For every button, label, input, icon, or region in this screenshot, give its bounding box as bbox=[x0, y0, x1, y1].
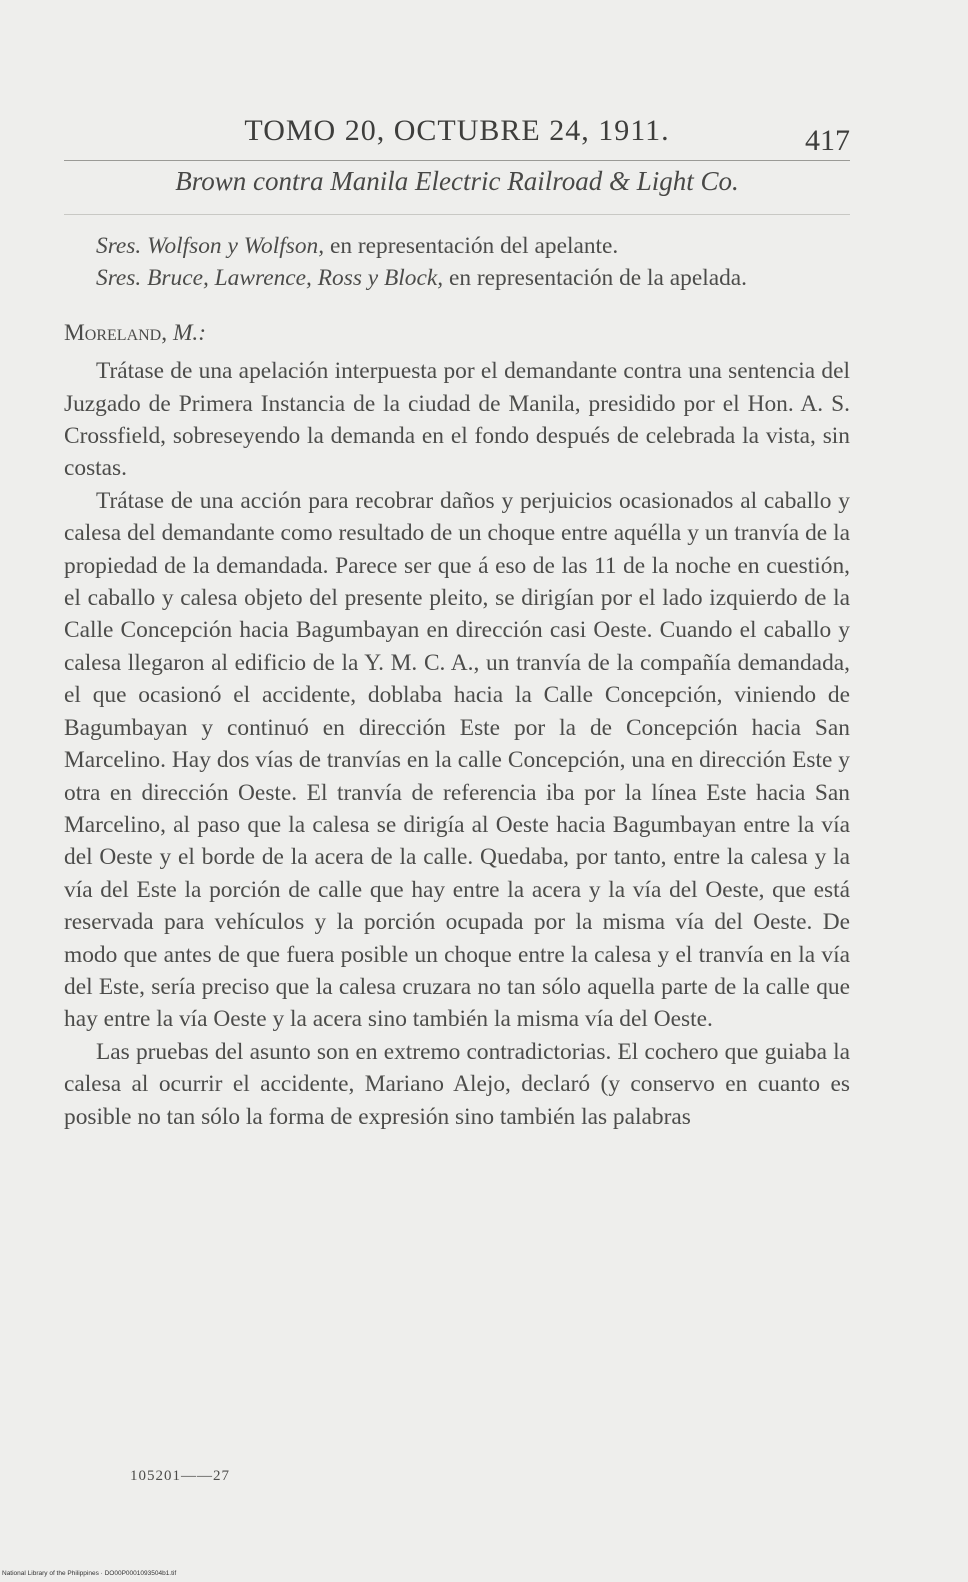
appellee-counsel-text: en representación de la apelada. bbox=[443, 265, 748, 292]
appellant-counsel-names: Sres. Wolfson y Wolfson, bbox=[96, 233, 325, 259]
appellant-counsel-text: en representación del apelante. bbox=[324, 233, 619, 259]
counsel-appellant bbox=[64, 230, 850, 262]
opinion-author bbox=[64, 317, 850, 349]
printer-signature-mark: 105201——27 bbox=[130, 1468, 230, 1484]
header-rule bbox=[64, 160, 850, 161]
paragraph-1: Trátase de una apelación interpuesta por el demandante contra una sentencia del Juzgado de Primera Instancia de la ciudad de Manila, presidido por el Hon. A. S. Crossfield, sobreseyendo la demanda en el fondo después de celebrada la vista, sin costas. bbox=[64, 358, 850, 482]
author-name: Moreland, bbox=[64, 319, 168, 346]
page-number: 417 bbox=[805, 124, 850, 157]
case-title-rule bbox=[64, 214, 850, 215]
appellee-counsel-names: Sres. Bruce, Lawrence, Ross y Block, bbox=[96, 265, 444, 292]
counsel-appellee bbox=[64, 262, 850, 294]
author-title: M.: bbox=[167, 319, 207, 346]
volume-date-heading: TOMO 20, OCTUBRE 24, 1911. bbox=[244, 114, 670, 147]
page-header bbox=[64, 108, 850, 158]
scan-credit: National Library of the Philippines · DO00P0001093504b1.tif bbox=[2, 1570, 177, 1577]
paragraph-2: Trátase de una acción para recobrar daños y perjuicios ocasionados al caballo y calesa del demandante como resultado de un choque entre aquélla y un tranvía de la propiedad de la demandada. Parece ser que á eso de las 11 de la noche en cuestión, el caballo y calesa objeto del presente pleito, se dirigían por el lado izquierdo de la Calle Concepción hacia Bagumbayan en dirección casi Oeste. Cuando el caballo y calesa llegaron al edificio de la Y. M. C. A., un tranvía de la compañía demandada, el que ocasionó el accidente, doblaba hacia la Calle Concepción, viniendo de Bagumbayan y continuó en dirección Este por la de Concepción hacia San Marcelino. Hay dos vías de tranvías en la calle Concepción, una en dirección Este y otra en dirección Oeste. El tranvía de referencia iba por la línea Este hacia San Marcelino, al paso que la calesa se dirigía al Oeste hacia Bagumbayan entre la vía del Oeste y el borde de la acera de la calle. Quedaba, por tanto, entre la calesa y la vía del Este la porción de calle que hay entre la acera y la vía del Oeste, que está reservada para vehículos y la porción ocupada por la misma vía del Oeste. De modo que antes de que fuera posible un choque entre la calesa y el tranvía en la vía del Este, sería preciso que la calesa cruzara no tan sólo aquella parte de la calle que hay entre la vía Oeste y la acera sino también la misma vía del Oeste. bbox=[64, 487, 850, 1033]
body-text bbox=[64, 230, 850, 1133]
paragraph-3: Las pruebas del asunto son en extremo contradictorias. El cochero que guiaba la calesa al ocurrir el accidente, Mariano Alejo, declaró (y conservo en cuanto es posible no tan sólo la forma de expresión sino también las palabras bbox=[64, 1038, 850, 1130]
case-title: Brown contra Manila Electric Railroad & Light Co. bbox=[175, 166, 739, 196]
